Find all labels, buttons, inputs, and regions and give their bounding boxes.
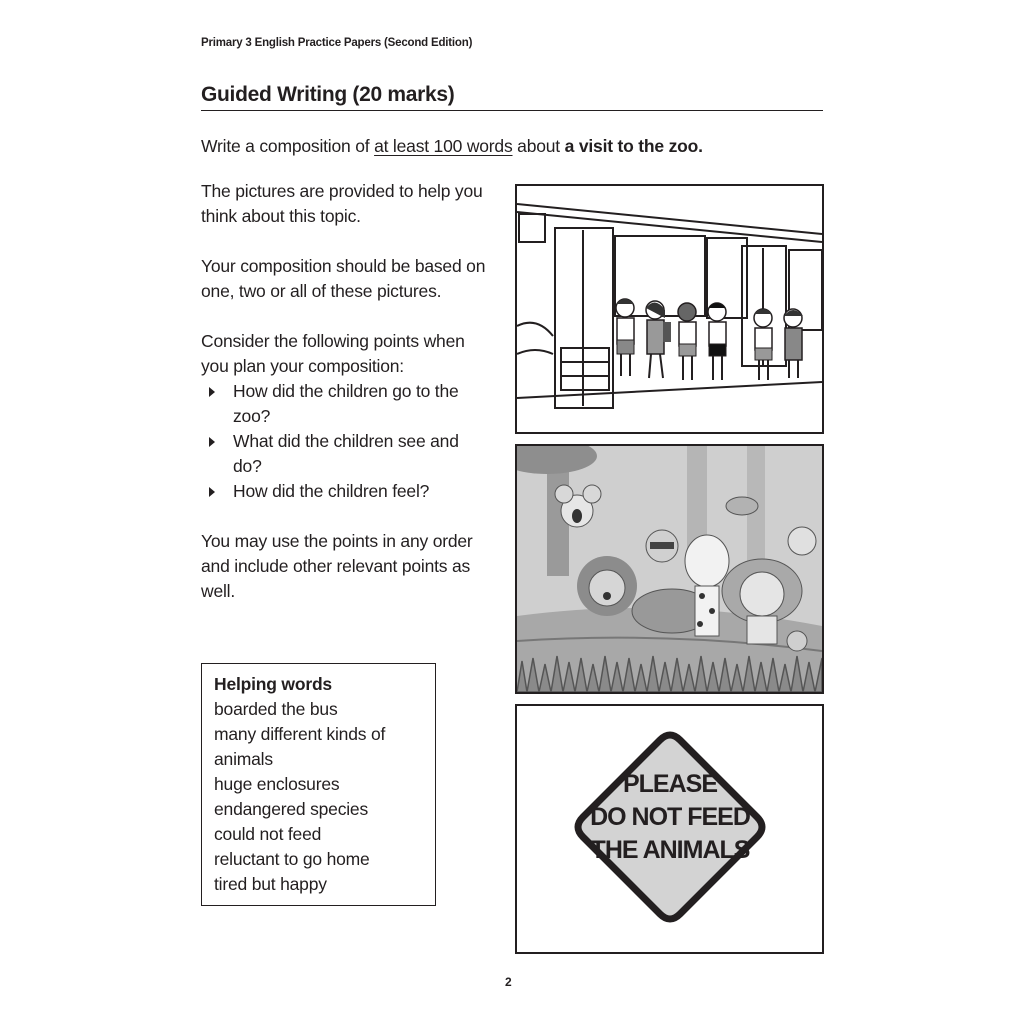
picture-zoo-animals bbox=[515, 444, 824, 694]
tiger bbox=[740, 572, 784, 644]
sign-illustration bbox=[517, 706, 822, 952]
bus-illustration bbox=[517, 186, 822, 432]
instruction-topic: a visit to the zoo. bbox=[564, 136, 703, 156]
raccoon bbox=[646, 530, 678, 562]
helping-word: endangered species bbox=[214, 799, 369, 819]
helping-word: could not feed bbox=[214, 824, 322, 844]
instruction bbox=[201, 135, 703, 157]
deer bbox=[726, 497, 758, 515]
sign-line-1: PLEASE bbox=[622, 770, 718, 798]
zoo-illustration bbox=[517, 446, 822, 692]
children-group bbox=[616, 299, 803, 380]
lion bbox=[577, 556, 637, 616]
triangle-bullet-icon bbox=[209, 487, 215, 497]
instruction-word-count: at least 100 words bbox=[374, 136, 513, 156]
para-consider: Consider the following points when you plan your composition: bbox=[201, 331, 465, 376]
helping-words-title: Helping words bbox=[214, 674, 332, 694]
point-item bbox=[201, 429, 491, 479]
point-text: How did the children go to the zoo? bbox=[233, 381, 459, 426]
sign-line-3: THE ANIMALS bbox=[590, 836, 750, 864]
sign-line-2: DO NOT FEED bbox=[590, 803, 750, 831]
picture-bus-children bbox=[515, 184, 824, 434]
triangle-bullet-icon bbox=[209, 437, 215, 447]
triangle-bullet-icon bbox=[209, 387, 215, 397]
para-use-points: You may use the points in any order and include other relevant points as well. bbox=[201, 531, 473, 601]
point-text: What did the children see and do? bbox=[233, 431, 459, 476]
helping-word: many different kinds of animals bbox=[214, 724, 386, 769]
instructions-body bbox=[201, 179, 491, 629]
helping-word: reluctant to go home bbox=[214, 849, 370, 869]
helping-word: tired but happy bbox=[214, 874, 327, 894]
point-item bbox=[201, 479, 491, 504]
instruction-middle: about bbox=[512, 136, 565, 156]
points-list bbox=[201, 379, 491, 504]
para-based-on: Your composition should be based on one, two or all of these pictures. bbox=[201, 256, 486, 301]
instruction-prefix: Write a composition of bbox=[201, 136, 375, 156]
picture-sign bbox=[515, 704, 824, 954]
page-number: 2 bbox=[505, 975, 512, 989]
point-text: How did the children feel? bbox=[233, 481, 430, 501]
squirrel bbox=[787, 631, 807, 651]
section-title: Guided Writing (20 marks) bbox=[201, 82, 823, 111]
helping-word: boarded the bus bbox=[214, 699, 338, 719]
fox bbox=[788, 527, 816, 555]
helping-words-box bbox=[201, 663, 436, 906]
point-item bbox=[201, 379, 491, 429]
para-pictures-help: The pictures are provided to help you think about this topic. bbox=[201, 181, 483, 226]
helping-word: huge enclosures bbox=[214, 774, 340, 794]
book-header: Primary 3 English Practice Papers (Second Edition) bbox=[201, 37, 473, 49]
